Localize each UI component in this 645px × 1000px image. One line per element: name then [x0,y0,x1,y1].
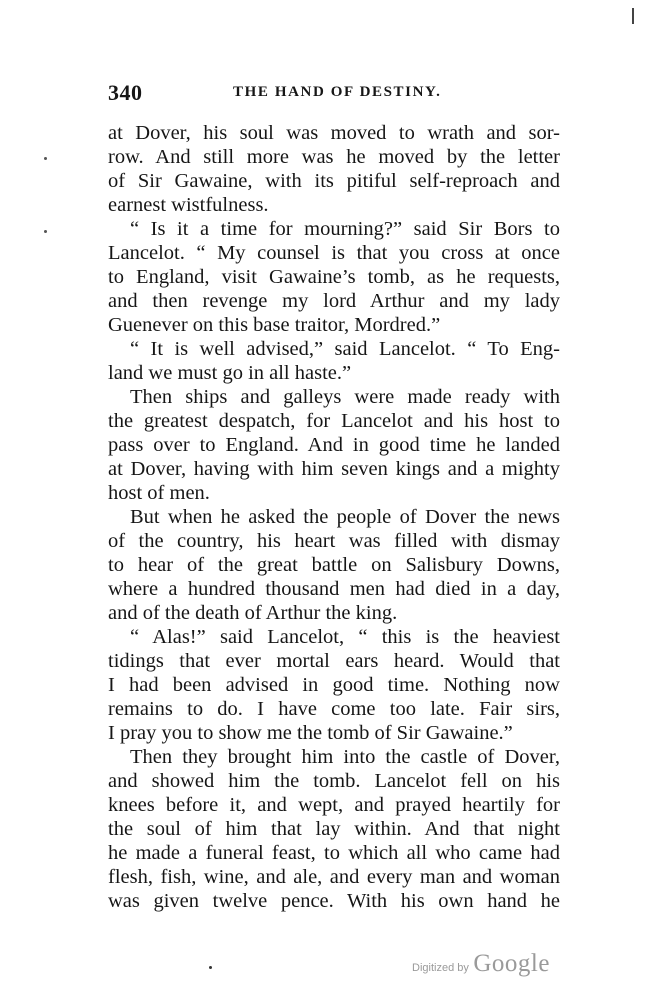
text-line: remains to do. I have come too late. Fair sirs, [108,698,560,720]
watermark-prefix: Digitized by [412,962,469,974]
text-line: at Dover, having with him seven kings and a mighty [108,458,560,480]
watermark-brand: Google [473,950,550,977]
text-line: flesh, fish, wine, and ale, and every man and woman [108,866,560,888]
text-line: I pray you to show me the tomb of Sir Gawaine.” [108,722,513,744]
text-line: pass over to England. And in good time he landed [108,434,560,456]
text-line: was given twelve pence. With his own hand he [108,890,560,912]
gutter-mark [44,157,47,160]
scan-edge-mark [632,8,634,24]
running-title: THE HAND OF DESTINY. [233,84,442,100]
text-line: to hear of the great battle on Salisbury Downs, [108,554,560,576]
page-header [108,80,556,110]
page-number: 340 [108,80,143,105]
text-line: land we must go in all haste.” [108,362,352,384]
text-line: to England, visit Gawaine’s tomb, as he requests, [108,266,560,288]
text-line: I had been advised in good time. Nothing now [108,674,560,696]
body-text [108,121,560,913]
text-line: where a hundred thousand men had died in a day, [108,578,560,600]
text-line: the greatest despatch, for Lancelot and his host to [108,410,560,432]
gutter-mark [44,230,47,233]
text-line: Lancelot. “ My counsel is that you cross at once [108,242,560,264]
text-line: But when he asked the people of Dover the news [130,506,560,528]
text-line: Then ships and galleys were made ready with [130,386,560,408]
text-line: knees before it, and wept, and prayed heartily for [108,794,560,816]
text-line: of Sir Gawaine, with its pitiful self-reproach and [108,170,560,192]
digitized-watermark [412,950,550,980]
text-line: “ Alas!” said Lancelot, “ this is the heaviest [130,626,560,648]
text-line: he made a funeral feast, to which all who came had [108,842,560,864]
text-line: Then they brought him into the castle of Dover, [130,746,560,768]
text-line: tidings that ever mortal ears heard. Would that [108,650,560,672]
text-line: the soul of him that lay within. And that night [108,818,560,840]
text-line: Guenever on this base traitor, Mordred.” [108,314,441,336]
text-line: “ Is it a time for mourning?” said Sir Bors to [130,218,560,240]
text-line: host of men. [108,482,210,504]
text-line: “ It is well advised,” said Lancelot. “ To Eng- [130,338,560,360]
text-line: at Dover, his soul was moved to wrath and sor- [108,122,560,144]
text-line: and then revenge my lord Arthur and my lady [108,290,560,312]
text-line: of the country, his heart was filled with dismay [108,530,560,552]
text-line: row. And still more was he moved by the letter [108,146,560,168]
text-line: earnest wistfulness. [108,194,269,216]
text-line: and of the death of Arthur the king. [108,602,398,624]
bottom-dot [209,966,212,969]
text-line: and showed him the tomb. Lancelot fell on his [108,770,560,792]
